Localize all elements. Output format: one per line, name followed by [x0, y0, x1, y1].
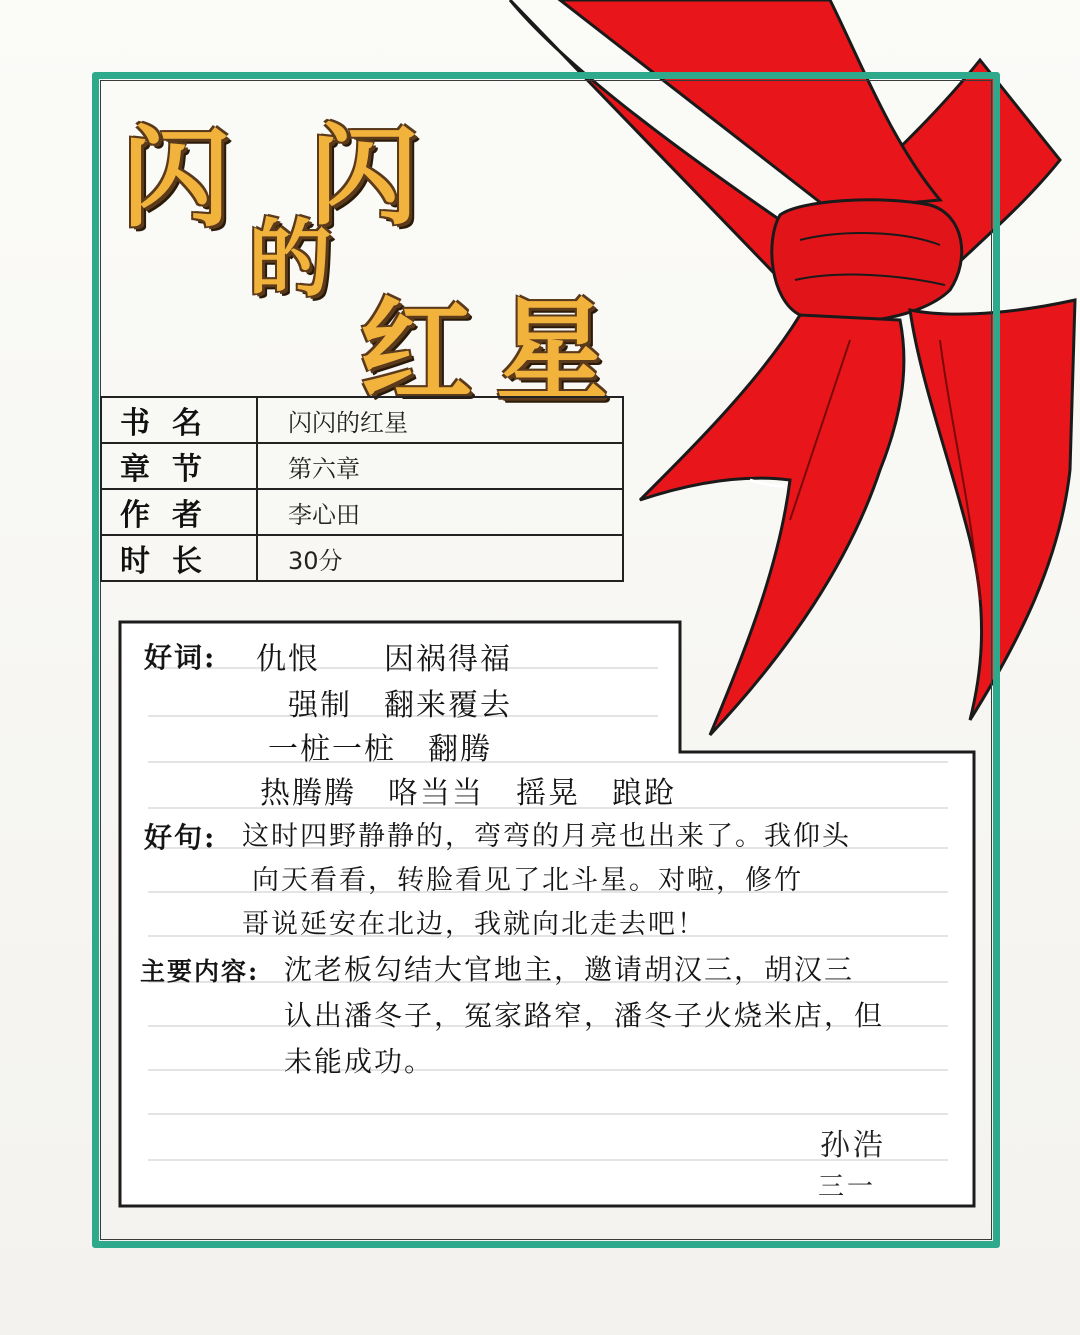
info-key: 书名: [101, 397, 257, 443]
good-sentences-line: 哥说延安在北边，我就向北走去吧！: [242, 909, 706, 940]
good-words-line: 热腾腾 咯当当 摇晃 踉跄: [260, 776, 676, 811]
table-row: [101, 489, 623, 535]
table-row: [101, 535, 623, 581]
main-content-line: 认出潘冬子，冤家路窄，潘冬子火烧米店，但: [284, 999, 885, 1032]
good-words-line: 强制 翻来覆去: [288, 688, 512, 723]
info-value: 闪闪的红星: [257, 397, 623, 443]
main-content-label: 主要内容:: [140, 957, 260, 986]
good-sentences-line: 这时四野静静的，弯弯的月亮也出来了。我仰头: [242, 821, 851, 852]
main-content-line: 沈老板勾结大官地主，邀请胡汉三，胡汉三: [284, 953, 855, 986]
title-char: 红: [360, 286, 472, 417]
good-words-line: 一桩一桩 翻腾: [268, 732, 492, 767]
good-sentences-line: 向天看看，转脸看见了北斗星。对啦，修竹: [252, 865, 803, 896]
book-info-table: [100, 396, 624, 582]
good-sentences-label: 好句:: [144, 821, 217, 854]
title-char: 星: [496, 286, 608, 417]
title-char: 的: [248, 209, 333, 308]
info-key: 章节: [101, 443, 257, 489]
table-row: [101, 397, 623, 443]
info-key: 作者: [101, 489, 257, 535]
info-key: 时长: [101, 535, 257, 581]
info-value: 李心田: [257, 489, 623, 535]
info-value: 30分: [257, 535, 623, 581]
good-words-line: 仇恨 因祸得福: [256, 642, 512, 677]
author-name: 孙浩: [820, 1128, 886, 1163]
info-value: 第六章: [257, 443, 623, 489]
main-content-line: 未能成功。: [284, 1045, 435, 1078]
title-char: 闪: [122, 116, 231, 242]
author-class: 三一: [818, 1172, 877, 1202]
good-words-label: 好词:: [144, 641, 217, 674]
title-char: 闪: [310, 114, 419, 240]
table-row: [101, 443, 623, 489]
